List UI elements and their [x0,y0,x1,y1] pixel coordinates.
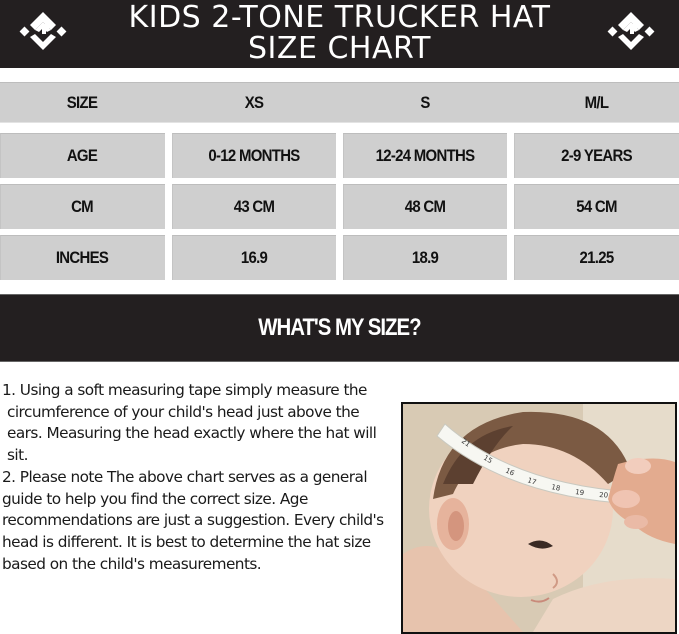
instruction-item-2: 2. Please note The above chart serves as a general guide to help you find the correct size. Age recommendations are just a suggestion. Every child's head is different. It is best to determine the hat size based on the child's measurements. [2,467,384,573]
table-cell-inches-s: 18.9 [411,247,439,267]
size-header-row [0,82,679,123]
column-header-xs: XS [244,92,264,112]
row-label-age: AGE [66,145,98,165]
row-label-inches: INCHES [55,247,109,267]
title-line-1: KIDS 2-TONE TRUCKER HAT [128,0,551,35]
column-header-size: SIZE [66,92,98,112]
svg-text:18: 18 [550,483,561,493]
svg-text:19: 19 [574,488,585,498]
svg-text:20: 20 [598,491,609,500]
baby-head-measuring-illustration [403,404,675,632]
table-cell-age-xs: 0-12 MONTHS [208,145,300,165]
header-banner [0,0,679,68]
table-cell-inches-ml: 21.25 [579,247,614,267]
svg-text:17: 17 [526,476,538,487]
table-cell-age-s: 12-24 MONTHS [375,145,475,165]
title-line-2: SIZE CHART [248,31,431,66]
section-title: WHAT'S MY SIZE? [258,314,421,341]
svg-text:16: 16 [504,466,516,478]
table-cell-inches-xs: 16.9 [240,247,268,267]
table-cell-cm-s: 48 CM [404,196,446,216]
whats-my-size-banner [0,294,679,362]
table-cell-age-ml: 2-9 YEARS [561,145,632,165]
table-cell-cm-ml: 54 CM [576,196,617,216]
table-cell-cm-xs: 43 CM [233,196,275,216]
baby-measuring-photo [401,402,677,634]
instruction-item-1: 1. Using a soft measuring tape simply measure the circumference of your child's head just above the ears. Measuring the head exactly where the hat will sit. [2,381,377,465]
instructions-list [2,380,394,575]
brand-logo-icon [18,10,68,56]
svg-text:15: 15 [482,453,494,466]
row-label-cm: CM [71,196,93,216]
brand-logo-icon [606,10,656,56]
column-header-ml: M/L [584,92,609,112]
svg-text:21: 21 [459,437,472,449]
page-title [80,2,599,64]
column-header-s: S [420,92,430,112]
